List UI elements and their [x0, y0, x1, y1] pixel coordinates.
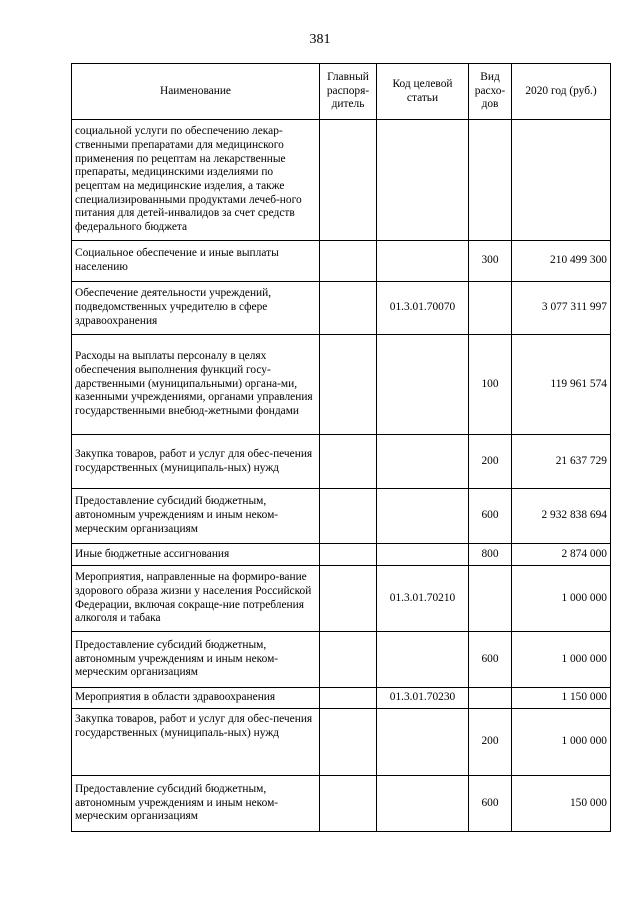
row-name: Расходы на выплаты персоналу в целях обеспечения выполнения функций госу-дарственными (муниципальными) органа-ми, казенными учреждениями, органами управления государственными внебюд-жетными фондами: [72, 335, 320, 435]
table-row: [72, 120, 611, 241]
row-type: 100: [469, 335, 512, 435]
table-row: [72, 544, 611, 566]
row-admin: [320, 776, 377, 832]
header-code: Код целевой статьи: [377, 64, 469, 120]
row-amount: 21 637 729: [512, 435, 611, 489]
row-type: 200: [469, 435, 512, 489]
row-amount: 150 000: [512, 776, 611, 832]
row-code: [377, 435, 469, 489]
table-row: [72, 709, 611, 776]
row-name: социальной услуги по обеспечению лекар-ственными препаратами для медицинского применения по рецептам на лекарственные препараты, медицинскими изделиями по рецептам на медицинские изделия, а также специализированными продуктами лечеб-ного питания для детей-инвалидов за счет средств федерального бюджета: [72, 120, 320, 241]
row-amount: [512, 120, 611, 241]
row-name: Обеспечение деятельности учреждений, подведомственных учредителю в сфере здравоохранения: [72, 282, 320, 335]
table-row: [72, 489, 611, 544]
row-name: Предоставление субсидий бюджетным, автономным учреждениям и иным неком-мерческим организациям: [72, 489, 320, 544]
row-admin: [320, 709, 377, 776]
row-amount: 119 961 574: [512, 335, 611, 435]
row-code: 01.3.01.70230: [377, 688, 469, 709]
row-type: [469, 566, 512, 632]
row-type: 600: [469, 489, 512, 544]
row-amount: 1 000 000: [512, 709, 611, 776]
row-type: 200: [469, 709, 512, 776]
row-code: 01.3.01.70070: [377, 282, 469, 335]
row-admin: [320, 282, 377, 335]
row-type: 800: [469, 544, 512, 566]
table-row: [72, 282, 611, 335]
row-code: [377, 335, 469, 435]
row-admin: [320, 566, 377, 632]
row-type: [469, 120, 512, 241]
row-code: [377, 241, 469, 282]
row-admin: [320, 688, 377, 709]
row-admin: [320, 335, 377, 435]
row-admin: [320, 632, 377, 688]
header-amount: 2020 год (руб.): [512, 64, 611, 120]
row-name: Предоставление субсидий бюджетным, автономным учреждениям и иным неком-мерческим организациям: [72, 632, 320, 688]
row-type: 600: [469, 776, 512, 832]
table-row: [72, 776, 611, 832]
row-admin: [320, 435, 377, 489]
row-admin: [320, 489, 377, 544]
row-name: Мероприятия, направленные на формиро-вание здорового образа жизни у населения Российской Федерации, включая сокраще-ние потребления алкоголя и табака: [72, 566, 320, 632]
row-amount: 210 499 300: [512, 241, 611, 282]
budget-table: [71, 63, 611, 832]
row-name: Социальное обеспечение и иные выплаты населению: [72, 241, 320, 282]
row-type: [469, 282, 512, 335]
row-code: [377, 709, 469, 776]
row-admin: [320, 241, 377, 282]
table-row: [72, 241, 611, 282]
header-type: Вид расхо-дов: [469, 64, 512, 120]
row-code: [377, 632, 469, 688]
header-name: Наименование: [72, 64, 320, 120]
row-admin: [320, 544, 377, 566]
row-name: Предоставление субсидий бюджетным, автономным учреждениям и иным неком-мерческим организациям: [72, 776, 320, 832]
page-number: 381: [309, 32, 331, 47]
row-name: Закупка товаров, работ и услуг для обес-печения государственных (муниципаль-ных) нужд: [72, 435, 320, 489]
header-admin: Главный распоря-дитель: [320, 64, 377, 120]
table-row: [72, 688, 611, 709]
row-admin: [320, 120, 377, 241]
row-name: Иные бюджетные ассигнования: [72, 544, 320, 566]
table-row: [72, 566, 611, 632]
table-header-row: [72, 64, 611, 120]
row-amount: 1 000 000: [512, 632, 611, 688]
table-row: [72, 632, 611, 688]
row-type: 600: [469, 632, 512, 688]
row-amount: 1 000 000: [512, 566, 611, 632]
table-row: [72, 435, 611, 489]
row-name: Мероприятия в области здравоохранения: [72, 688, 320, 709]
row-code: [377, 120, 469, 241]
row-code: [377, 776, 469, 832]
row-type: 300: [469, 241, 512, 282]
row-amount: 2 932 838 694: [512, 489, 611, 544]
row-amount: 3 077 311 997: [512, 282, 611, 335]
row-type: [469, 688, 512, 709]
row-amount: 2 874 000: [512, 544, 611, 566]
row-code: [377, 489, 469, 544]
row-name: Закупка товаров, работ и услуг для обес-печения государственных (муниципаль-ных) нужд: [72, 709, 320, 776]
row-code: [377, 544, 469, 566]
row-code: 01.3.01.70210: [377, 566, 469, 632]
row-amount: 1 150 000: [512, 688, 611, 709]
table-row: [72, 335, 611, 435]
